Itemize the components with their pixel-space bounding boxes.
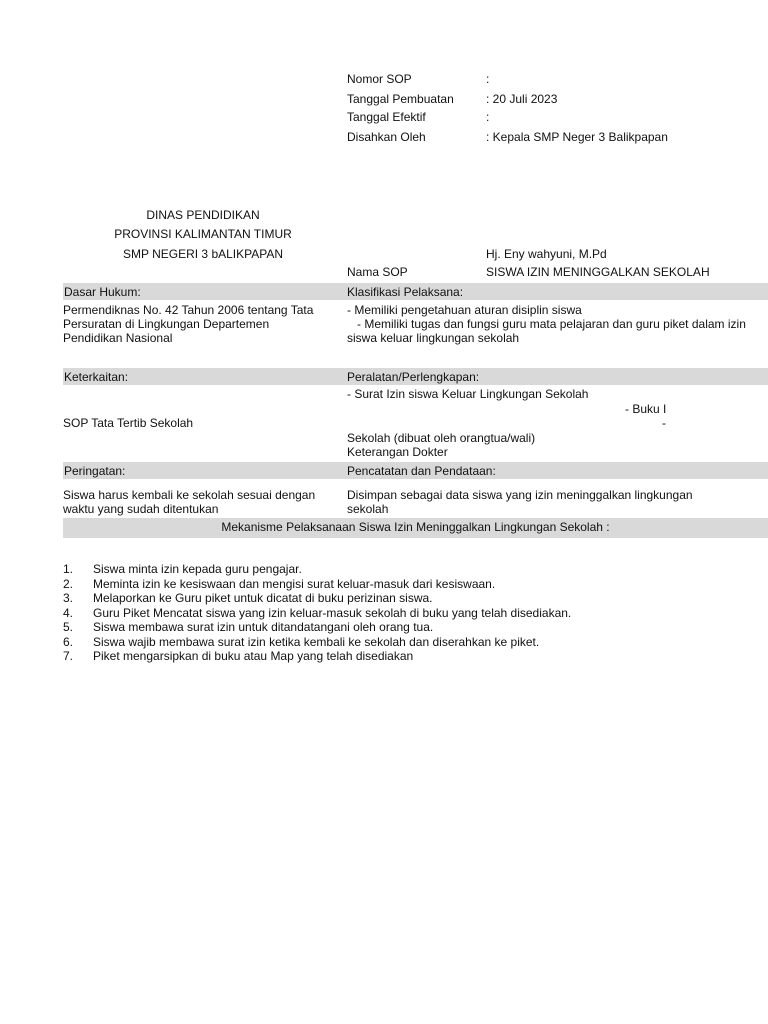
step-item: 5. Siswa membawa surat izin untuk ditandatangani oleh orang tua. — [63, 620, 434, 634]
approved-by-value: : Kepala SMP Neger 3 Balikpapan — [486, 130, 668, 144]
nama-sop-label: Nama SOP — [347, 265, 408, 279]
step-item: 6. Siswa wajib membawa surat izin ketika kembali ke sekolah dan diserahkan ke piket. — [63, 634, 540, 649]
nama-sop-value: SISWA IZIN MENINGGALKAN SEKOLAH — [486, 265, 710, 279]
dasar-hukum-heading: Dasar Hukum: — [64, 285, 141, 299]
step-item: 3. Melaporkan ke Guru piket untuk dicatat di buku perizinan siswa. — [63, 591, 433, 605]
sop-number-label: Nomor SOP — [347, 72, 412, 86]
creation-date-value: : 20 Juli 2023 — [486, 92, 558, 106]
step-item: 1. Siswa minta izin kepada guru pengajar. — [63, 562, 302, 576]
keterkaitan-value: SOP Tata Tertib Sekolah — [63, 416, 194, 430]
peralatan-heading: Peralatan/Perlengkapan: — [347, 370, 480, 384]
sop-number-value: : — [486, 72, 490, 86]
institution-line-3: SMP NEGERI 3 bALIKPAPAN — [122, 247, 284, 261]
approved-by-label: Disahkan Oleh — [347, 130, 426, 144]
mekanisme-title: Mekanisme Pelaksanaan Siswa Izin Meninggalkan Lingkungan Sekolah : — [221, 520, 610, 534]
peringatan-heading: Peringatan: — [64, 464, 126, 478]
mekanisme-steps — [63, 562, 571, 664]
step-item: 2. Meminta izin ke kesiswaan dan mengisi surat keluar-masuk dari kesiswaan. — [63, 576, 496, 591]
keterkaitan-heading: Keterkaitan: — [64, 370, 129, 384]
step-item: 7. Piket mengarsipkan di buku atau Map yang telah disediakan — [63, 649, 414, 663]
step-item: 4. Guru Piket Mencatat siswa yang izin keluar-masuk sekolah di buku yang telah disediakan. — [63, 605, 572, 620]
signatory-name: Hj. Eny wahyuni, M.Pd — [486, 247, 607, 261]
effective-date-value: : — [486, 110, 490, 124]
effective-date-label: Tanggal Efektif — [347, 110, 426, 124]
institution-line-2: PROVINSI KALIMANTAN TIMUR — [114, 227, 292, 241]
creation-date-label: Tanggal Pembuatan — [347, 92, 454, 106]
klasifikasi-heading: Klasifikasi Pelaksana: — [347, 285, 464, 299]
pencatatan-heading: Pencatatan dan Pendataan: — [347, 464, 496, 478]
institution-line-1: DINAS PENDIDIKAN — [146, 208, 260, 222]
